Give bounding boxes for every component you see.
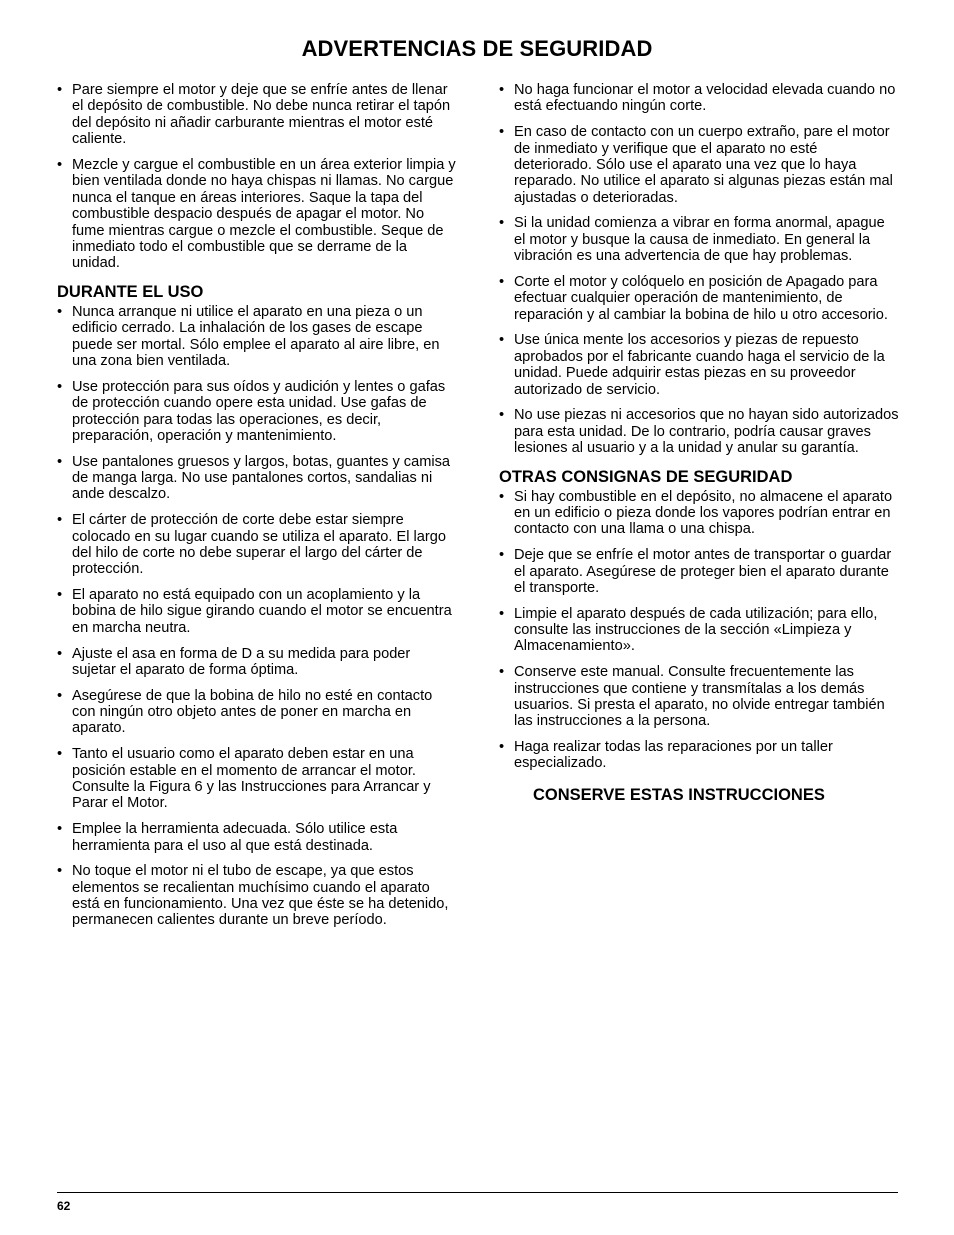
closing-notice: CONSERVE ESTAS INSTRUCCIONES [533,785,825,804]
list-item [57,454,457,503]
list-item [57,746,457,812]
list-item [499,664,899,730]
otras-consignas-list [499,489,899,772]
list-item-text: Haga realizar todas las reparaciones por un taller especializado. [514,739,833,772]
list-item [57,688,457,737]
list-item-text: Conserve este manual. Consulte frecuentemente las instrucciones que contiene y transmítalas a los demás usuarios. Si presta el aparato, no olvide entregar también las instrucciones a la persona. [514,664,885,730]
list-item-text: El cárter de protección de corte debe estar siempre colocado en su lugar cuando se utiliza el aparato. El largo del hilo de corte no debe superar el largo del cárter de protección. [72,512,447,578]
list-item-text: Pare siempre el motor y deje que se enfríe antes de llenar el depósito de combustible. No debe nunca retirar el tapón del depósito ni añadir carburante mientras el motor esté caliente. [72,82,451,148]
list-item [499,82,899,115]
list-item-text: Si la unidad comienza a vibrar en forma anormal, apague el motor y busque la causa de inmediato. En general la vibración es una advertencia de que hay problemas. [514,215,885,265]
list-item-text: Emplee la herramienta adecuada. Sólo utilice esta herramienta para el uso al que está destinada. [72,821,398,854]
bullet-icon: • [57,687,63,704]
list-item-text: Deje que se enfríe el motor antes de transportar o guardar el aparato. Asegúrese de proteger bien el aparato durante el transporte. [514,547,892,596]
bullet-icon: • [57,746,63,763]
right-intro-list [499,82,899,457]
list-item [499,739,899,772]
section-heading-otras-consignas: OTRAS CONSIGNAS DE SEGURIDAD [499,467,793,486]
bullet-icon: • [57,453,63,470]
list-item-text: Ajuste el asa en forma de D a su medida para poder sujetar el aparato de forma óptima. [72,645,411,678]
bullet-icon: • [57,82,63,98]
list-item [57,512,457,578]
section-heading-durante-el-uso: DURANTE EL USO [57,282,204,301]
list-item [57,587,457,636]
bullet-icon: • [57,863,63,880]
list-item [499,547,899,596]
right-column [499,82,899,805]
list-item-text: No haga funcionar el motor a velocidad elevada cuando no está efectuando ningún corte. [514,82,896,115]
bullet-icon: • [499,332,505,349]
list-item [499,332,899,398]
list-item-text: Use única mente los accesorios y piezas de repuesto aprobados por el fabricante cuando haga el servicio de la unidad. Puede adquirir estas piezas en su proveedor autorizado de servicio. [514,332,885,398]
page-number: 62 [57,1199,71,1213]
bullet-icon: • [499,488,505,505]
bullet-icon: • [499,273,505,290]
list-item-text: Mezcle y cargue el combustible en un área exterior limpia y bien ventilada donde no haya chispas ni llamas. No cargue nunca el tanque en áreas interiores. Saque la tapa del combustible despacio después de apagar el motor. No fume mientras cargue o mezcle el combustible. Seque de inmediato todo el combustible que se derrame de la unidad. [72,156,456,272]
bullet-icon: • [499,124,505,141]
bullet-icon: • [57,587,63,604]
list-item-text: En caso de contacto con un cuerpo extraño, pare el motor de inmediato y verifique que el aparato no esté deteriorado. Sólo use el aparato una vez que lo haya reparado. No utilice el aparato si algunas piezas están mal ajustadas o deterioradas. [514,124,893,206]
bullet-icon: • [57,303,63,320]
list-item [499,606,899,655]
bullet-icon: • [499,215,505,232]
list-item [499,407,899,456]
list-item [57,157,457,272]
list-item [499,215,899,264]
list-item-text: No toque el motor ni el tubo de escape, ya que estos elementos se recalientan muchísimo cuando el aparato está en funcionamiento. Una vez que éste se ha detenido, permanecen calientes durante un breve período. [72,863,449,929]
durante-el-uso-list [57,304,457,929]
bullet-icon: • [57,156,63,173]
list-item-text: No use piezas ni accesorios que no hayan sido autorizados para esta unidad. De lo contrario, podría causar graves lesiones al usuario y a la unidad y anular su garantía. [514,407,899,457]
bullet-icon: • [499,739,505,756]
list-item [57,863,457,929]
bullet-icon: • [499,82,505,98]
list-item [57,379,457,445]
bullet-icon: • [499,664,505,681]
list-item-text: Use pantalones gruesos y largos, botas, guantes y camisa de manga larga. No use pantalones cortos, sandalias ni ande descalzo. [72,453,451,503]
list-item-text: Tanto el usuario como el aparato deben estar en una posición estable en el momento de arrancar el motor. Consulte la Figura 6 y las Instrucciones para Arrancar y Parar el Motor. [72,746,431,812]
list-item [57,646,457,679]
bullet-icon: • [57,645,63,662]
list-item-text: Nunca arranque ni utilice el aparato en una pieza o un edificio cerrado. La inhalación de los gases de escape puede ser mortal. Sólo emplee el aparato al aire libre, en una zona bien ventilada. [72,303,440,369]
list-item-text: Si hay combustible en el depósito, no almacene el aparato en un edificio o pieza donde los vapores podrían entrar en contacto con una llama o una chispa. [514,488,893,538]
list-item-text: Limpie el aparato después de cada utilización; para ello, consulte las instrucciones de la sección «Limpieza y Almacenamiento». [514,605,878,655]
list-item-text: Asegúrese de que la bobina de hilo no esté en contacto con ningún otro objeto antes de poner en marcha en aparato. [72,687,433,737]
bullet-icon: • [499,547,505,564]
list-item-text: El aparato no está equipado con un acoplamiento y la bobina de hilo sigue girando cuando el motor se encuentra en marcha neutra. [72,587,452,636]
bullet-icon: • [499,407,505,424]
list-item-text: Use protección para sus oídos y audición y lentes o gafas de protección cuando opere esta unidad. Use gafas de protección para todas las operaciones, es decir, preparación, operación y mantenimiento. [72,378,446,444]
left-column [57,82,457,938]
bullet-icon: • [499,605,505,622]
list-item [57,304,457,370]
list-item [499,489,899,538]
bullet-icon: • [57,512,63,529]
page-title: ADVERTENCIAS DE SEGURIDAD [301,36,653,61]
list-item [499,124,899,206]
list-item [57,821,457,854]
footer-divider [57,1192,898,1193]
list-item-text: Corte el motor y colóquelo en posición de Apagado para efectuar cualquier operación de mantenimiento, de reparación y al cambiar la bobina de hilo u otro accesorio. [514,273,888,323]
list-item [57,82,457,148]
bullet-icon: • [57,821,63,838]
left-intro-list [57,82,457,272]
bullet-icon: • [57,378,63,395]
list-item [499,274,899,323]
